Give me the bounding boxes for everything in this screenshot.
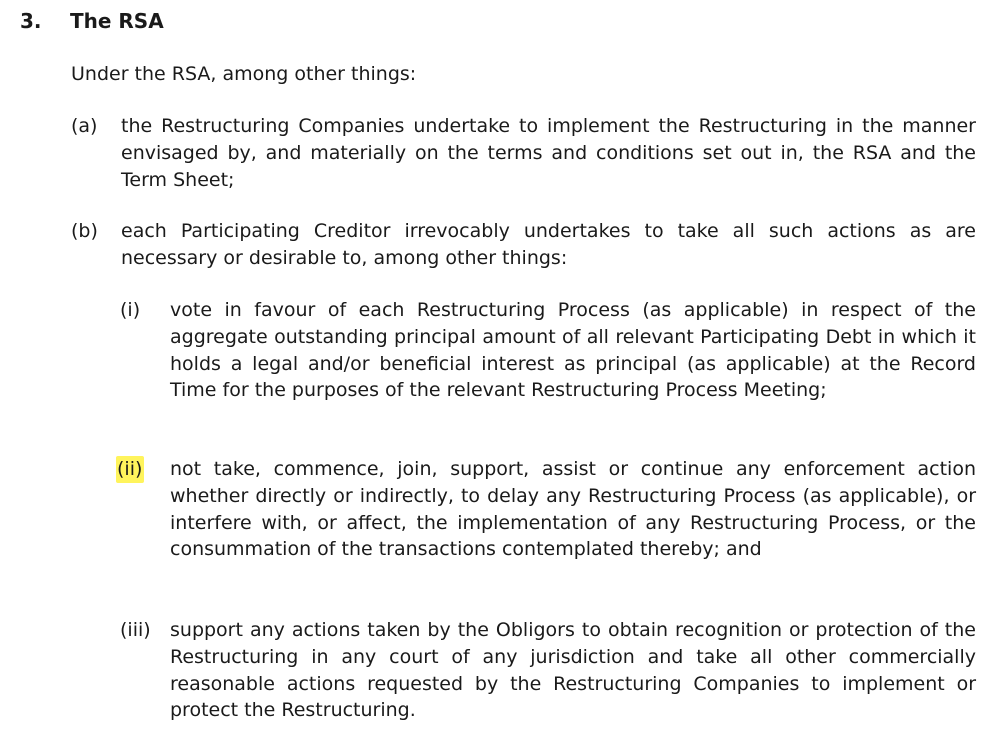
sub-item-text: not take, commence, join, support, assist or continue any enforcement action whether directly or indirectly, to delay any Restructuring Process (as applicable), or interfere with, or affect, the implementation of any Restructuring Process, or the consummation of the transactions contemplated thereby; and bbox=[170, 458, 976, 561]
sub-item-text: vote in favour of each Restructuring Process (as applicable) in respect of the aggregate outstanding principal amount of all relevant Participating Debt in which it holds a legal and/or beneficial interest as principal (as applicable) at the Record Time for the purposes of the relevant Restructuring Process Meeting; bbox=[170, 299, 976, 402]
item-text: the Restructuring Companies undertake to implement the Restructuring in the manner envisaged by, and materially on the terms and conditions set out in, the RSA and the Term Sheet; bbox=[121, 115, 976, 191]
section-number: 3. bbox=[20, 9, 42, 33]
sub-item-label: (iii) bbox=[120, 619, 151, 641]
sub-item-text: support any actions taken by the Obligors to obtain recognition or protection of the Restructuring in any court of any jurisdiction and take all other commercially reasonable actions requested by the Restructuring Companies to implement or protect the Restructuring. bbox=[170, 619, 976, 722]
item-label: (a) bbox=[71, 115, 98, 137]
section-intro: Under the RSA, among other things: bbox=[71, 63, 417, 85]
item-text: each Participating Creditor irrevocably undertakes to take all such actions as are necessary or desirable to, among other things: bbox=[121, 220, 976, 269]
section-title: The RSA bbox=[70, 9, 164, 33]
highlighted-sub-item-label: (ii) bbox=[116, 456, 144, 483]
item-label: (b) bbox=[71, 220, 98, 242]
sub-item-label: (i) bbox=[120, 299, 141, 321]
